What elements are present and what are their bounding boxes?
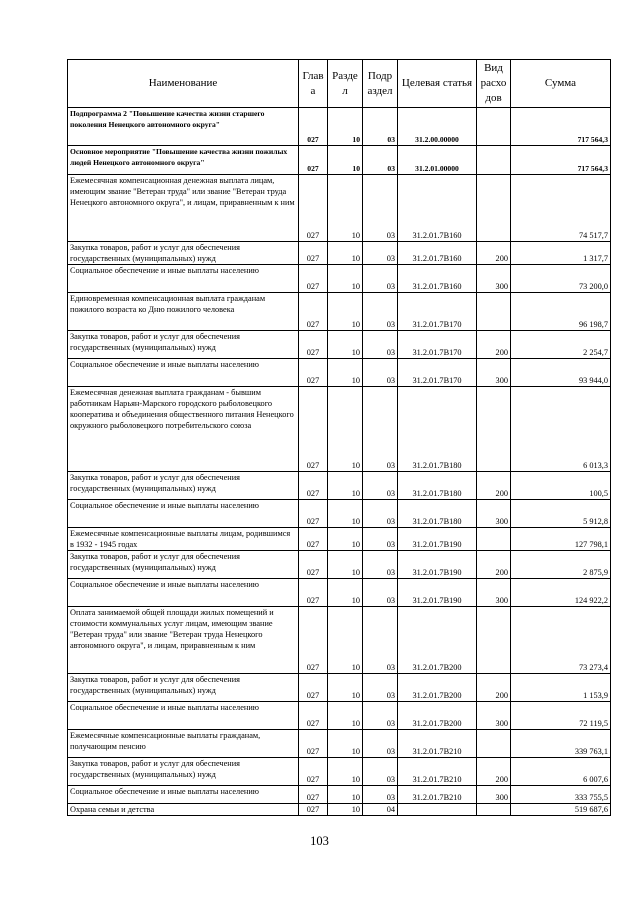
page-number: 103 xyxy=(310,834,329,848)
cell-razdel: 10 xyxy=(328,528,363,551)
cell-name: Единовременная компенсационная выплата гражданам пожилого возраста ко Дню пожилого человека xyxy=(68,293,299,331)
cell-glava: 027 xyxy=(299,293,328,331)
cell-statya: 31.2.01.7В210 xyxy=(398,786,477,804)
cell-vid: 200 xyxy=(477,331,511,359)
cell-name: Ежемесячные компенсационные выплаты гражданам, получающим пенсию xyxy=(68,730,299,758)
table-row xyxy=(68,804,611,816)
cell-summa: 72 119,5 xyxy=(511,702,611,730)
cell-podrazdel: 03 xyxy=(363,146,398,175)
table-row xyxy=(68,528,611,551)
cell-vid: 200 xyxy=(477,551,511,579)
cell-glava: 027 xyxy=(299,500,328,528)
cell-podrazdel: 03 xyxy=(363,551,398,579)
table-row xyxy=(68,786,611,804)
table-row xyxy=(68,293,611,331)
cell-vid: 300 xyxy=(477,579,511,607)
cell-glava: 027 xyxy=(299,607,328,674)
cell-statya: 31.2.01.7В160 xyxy=(398,175,477,242)
cell-razdel: 10 xyxy=(328,293,363,331)
cell-podrazdel: 03 xyxy=(363,472,398,500)
table-row xyxy=(68,387,611,472)
table-row xyxy=(68,674,611,702)
cell-name: Закупка товаров, работ и услуг для обеспечения государственных (муниципальных) нужд xyxy=(68,472,299,500)
cell-vid xyxy=(477,387,511,472)
cell-name: Закупка товаров, работ и услуг для обеспечения государственных (муниципальных) нужд xyxy=(68,242,299,265)
cell-glava: 027 xyxy=(299,579,328,607)
cell-podrazdel: 03 xyxy=(363,387,398,472)
cell-summa: 1 317,7 xyxy=(511,242,611,265)
cell-glava: 027 xyxy=(299,146,328,175)
cell-vid: 200 xyxy=(477,758,511,786)
cell-razdel: 10 xyxy=(328,579,363,607)
cell-name: Социальное обеспечение и иные выплаты населению xyxy=(68,265,299,293)
cell-podrazdel: 03 xyxy=(363,702,398,730)
cell-razdel: 10 xyxy=(328,500,363,528)
cell-vid: 300 xyxy=(477,786,511,804)
cell-name: Социальное обеспечение и иные выплаты населению xyxy=(68,359,299,387)
cell-statya: 31.2.01.7В190 xyxy=(398,579,477,607)
cell-glava: 027 xyxy=(299,387,328,472)
table-row xyxy=(68,607,611,674)
table-row xyxy=(68,730,611,758)
cell-razdel: 10 xyxy=(328,551,363,579)
cell-name: Ежемесячные компенсационные выплаты лицам, родившимся в 1932 - 1945 годах xyxy=(68,528,299,551)
cell-vid: 300 xyxy=(477,359,511,387)
cell-podrazdel: 03 xyxy=(363,359,398,387)
table-row xyxy=(68,500,611,528)
cell-statya: 31.2.01.7В200 xyxy=(398,607,477,674)
cell-glava: 027 xyxy=(299,175,328,242)
cell-summa: 519 687,6 xyxy=(511,804,611,816)
cell-name: Ежемесячная денежная выплата гражданам - бывшим работникам Нарьян-Марского городского рыболовецкого кооператива и объединения общественного питания Ненецкого окружного рыболовецкого потребительского союза xyxy=(68,387,299,472)
cell-razdel: 10 xyxy=(328,387,363,472)
cell-summa: 124 922,2 xyxy=(511,579,611,607)
cell-podrazdel: 03 xyxy=(363,579,398,607)
cell-razdel: 10 xyxy=(328,359,363,387)
cell-statya: 31.2.01.7В160 xyxy=(398,265,477,293)
header-statya: Целевая статья xyxy=(398,60,477,108)
table-row xyxy=(68,472,611,500)
cell-razdel: 10 xyxy=(328,702,363,730)
header-glava: Глав а xyxy=(299,60,328,108)
budget-table xyxy=(67,59,611,816)
cell-glava: 027 xyxy=(299,804,328,816)
table-row xyxy=(68,758,611,786)
cell-podrazdel: 03 xyxy=(363,674,398,702)
cell-glava: 027 xyxy=(299,108,328,146)
cell-glava: 027 xyxy=(299,265,328,293)
cell-statya: 31.2.01.7В170 xyxy=(398,293,477,331)
cell-glava: 027 xyxy=(299,331,328,359)
cell-glava: 027 xyxy=(299,674,328,702)
cell-summa: 333 755,5 xyxy=(511,786,611,804)
cell-summa: 127 798,1 xyxy=(511,528,611,551)
table-row xyxy=(68,265,611,293)
cell-summa: 6 007,6 xyxy=(511,758,611,786)
table-row xyxy=(68,108,611,146)
cell-name: Социальное обеспечение и иные выплаты населению xyxy=(68,786,299,804)
cell-glava: 027 xyxy=(299,359,328,387)
cell-vid xyxy=(477,528,511,551)
table-body xyxy=(68,108,611,816)
cell-vid xyxy=(477,607,511,674)
cell-summa: 1 153,9 xyxy=(511,674,611,702)
cell-podrazdel: 03 xyxy=(363,175,398,242)
header-name: Наименование xyxy=(68,60,299,108)
table-row xyxy=(68,242,611,265)
cell-statya: 31.2.01.7В170 xyxy=(398,359,477,387)
cell-podrazdel: 03 xyxy=(363,108,398,146)
cell-summa: 717 564,3 xyxy=(511,108,611,146)
cell-vid: 200 xyxy=(477,242,511,265)
cell-summa: 717 564,3 xyxy=(511,146,611,175)
cell-summa: 339 763,1 xyxy=(511,730,611,758)
cell-razdel: 10 xyxy=(328,108,363,146)
cell-name: Основное мероприятие "Повышение качества жизни пожилых людей Ненецкого автономного округа" xyxy=(68,146,299,175)
cell-name: Социальное обеспечение и иные выплаты населению xyxy=(68,500,299,528)
cell-razdel: 10 xyxy=(328,607,363,674)
cell-vid: 300 xyxy=(477,500,511,528)
cell-statya: 31.2.01.7В190 xyxy=(398,551,477,579)
cell-name: Охрана семьи и детства xyxy=(68,804,299,816)
cell-podrazdel: 03 xyxy=(363,293,398,331)
cell-statya: 31.2.01.7В200 xyxy=(398,674,477,702)
cell-razdel: 10 xyxy=(328,730,363,758)
cell-summa: 74 517,7 xyxy=(511,175,611,242)
cell-statya: 31.2.00.00000 xyxy=(398,108,477,146)
cell-podrazdel: 03 xyxy=(363,242,398,265)
cell-name: Закупка товаров, работ и услуг для обеспечения государственных (муниципальных) нужд xyxy=(68,674,299,702)
cell-glava: 027 xyxy=(299,528,328,551)
table-row xyxy=(68,702,611,730)
cell-statya: 31.2.01.00000 xyxy=(398,146,477,175)
cell-summa: 2 875,9 xyxy=(511,551,611,579)
cell-razdel: 10 xyxy=(328,175,363,242)
cell-vid xyxy=(477,108,511,146)
cell-glava: 027 xyxy=(299,551,328,579)
cell-summa: 2 254,7 xyxy=(511,331,611,359)
cell-statya: 31.2.01.7В180 xyxy=(398,387,477,472)
cell-name: Ежемесячная компенсационная денежная выплата лицам, имеющим звание "Ветеран труда" или звание "Ветеран труда Ненецкого автономного округа", и лицам, приравненным к ним xyxy=(68,175,299,242)
table-row xyxy=(68,146,611,175)
cell-razdel: 10 xyxy=(328,265,363,293)
cell-glava: 027 xyxy=(299,242,328,265)
cell-razdel: 10 xyxy=(328,786,363,804)
cell-podrazdel: 03 xyxy=(363,758,398,786)
cell-vid: 200 xyxy=(477,472,511,500)
cell-vid xyxy=(477,730,511,758)
cell-vid: 200 xyxy=(477,674,511,702)
table-row xyxy=(68,175,611,242)
cell-glava: 027 xyxy=(299,786,328,804)
cell-statya: 31.2.01.7В180 xyxy=(398,500,477,528)
header-razdel: Разде л xyxy=(328,60,363,108)
cell-razdel: 10 xyxy=(328,242,363,265)
cell-summa: 93 944,0 xyxy=(511,359,611,387)
cell-razdel: 10 xyxy=(328,472,363,500)
cell-razdel: 10 xyxy=(328,146,363,175)
cell-statya: 31.2.01.7В180 xyxy=(398,472,477,500)
cell-vid xyxy=(477,175,511,242)
cell-podrazdel: 03 xyxy=(363,265,398,293)
cell-statya: 31.2.01.7В210 xyxy=(398,730,477,758)
table-row xyxy=(68,551,611,579)
cell-vid: 300 xyxy=(477,702,511,730)
cell-podrazdel: 03 xyxy=(363,500,398,528)
table-row xyxy=(68,579,611,607)
cell-glava: 027 xyxy=(299,758,328,786)
cell-name: Социальное обеспечение и иные выплаты населению xyxy=(68,702,299,730)
cell-podrazdel: 03 xyxy=(363,331,398,359)
cell-name: Оплата занимаемой общей площади жилых помещений и стоимости коммунальных услуг лицам, имеющим звание "Ветеран труда" или звание "Ветеран труда Ненецкого автономного округа", и лицам, приравненным к ним xyxy=(68,607,299,674)
cell-summa: 5 912,8 xyxy=(511,500,611,528)
cell-glava: 027 xyxy=(299,472,328,500)
cell-statya: 31.2.01.7В170 xyxy=(398,331,477,359)
cell-podrazdel: 03 xyxy=(363,730,398,758)
cell-razdel: 10 xyxy=(328,758,363,786)
cell-podrazdel: 03 xyxy=(363,528,398,551)
cell-name: Закупка товаров, работ и услуг для обеспечения государственных (муниципальных) нужд xyxy=(68,331,299,359)
cell-summa: 73 200,0 xyxy=(511,265,611,293)
cell-statya: 31.2.01.7В200 xyxy=(398,702,477,730)
cell-razdel: 10 xyxy=(328,804,363,816)
cell-summa: 100,5 xyxy=(511,472,611,500)
cell-statya xyxy=(398,804,477,816)
cell-summa: 73 273,4 xyxy=(511,607,611,674)
cell-vid: 300 xyxy=(477,265,511,293)
cell-razdel: 10 xyxy=(328,331,363,359)
cell-glava: 027 xyxy=(299,730,328,758)
cell-name: Социальное обеспечение и иные выплаты населению xyxy=(68,579,299,607)
cell-podrazdel: 03 xyxy=(363,786,398,804)
cell-statya: 31.2.01.7В160 xyxy=(398,242,477,265)
cell-name: Закупка товаров, работ и услуг для обеспечения государственных (муниципальных) нужд xyxy=(68,551,299,579)
cell-podrazdel: 04 xyxy=(363,804,398,816)
cell-name: Закупка товаров, работ и услуг для обеспечения государственных (муниципальных) нужд xyxy=(68,758,299,786)
header-podrazdel: Подр аздел xyxy=(363,60,398,108)
cell-summa: 96 198,7 xyxy=(511,293,611,331)
table-header-row xyxy=(68,60,611,108)
cell-vid xyxy=(477,293,511,331)
cell-statya: 31.2.01.7В190 xyxy=(398,528,477,551)
cell-vid xyxy=(477,146,511,175)
cell-razdel: 10 xyxy=(328,674,363,702)
header-summa: Сумма xyxy=(511,60,611,108)
cell-summa: 6 013,3 xyxy=(511,387,611,472)
cell-podrazdel: 03 xyxy=(363,607,398,674)
header-vid: Вид расхо дов xyxy=(477,60,511,108)
table-row xyxy=(68,331,611,359)
cell-glava: 027 xyxy=(299,702,328,730)
table-row xyxy=(68,359,611,387)
cell-vid xyxy=(477,804,511,816)
cell-statya: 31.2.01.7В210 xyxy=(398,758,477,786)
cell-name: Подпрограмма 2 "Повышение качества жизни старшего поколения Ненецкого автономного округа" xyxy=(68,108,299,146)
